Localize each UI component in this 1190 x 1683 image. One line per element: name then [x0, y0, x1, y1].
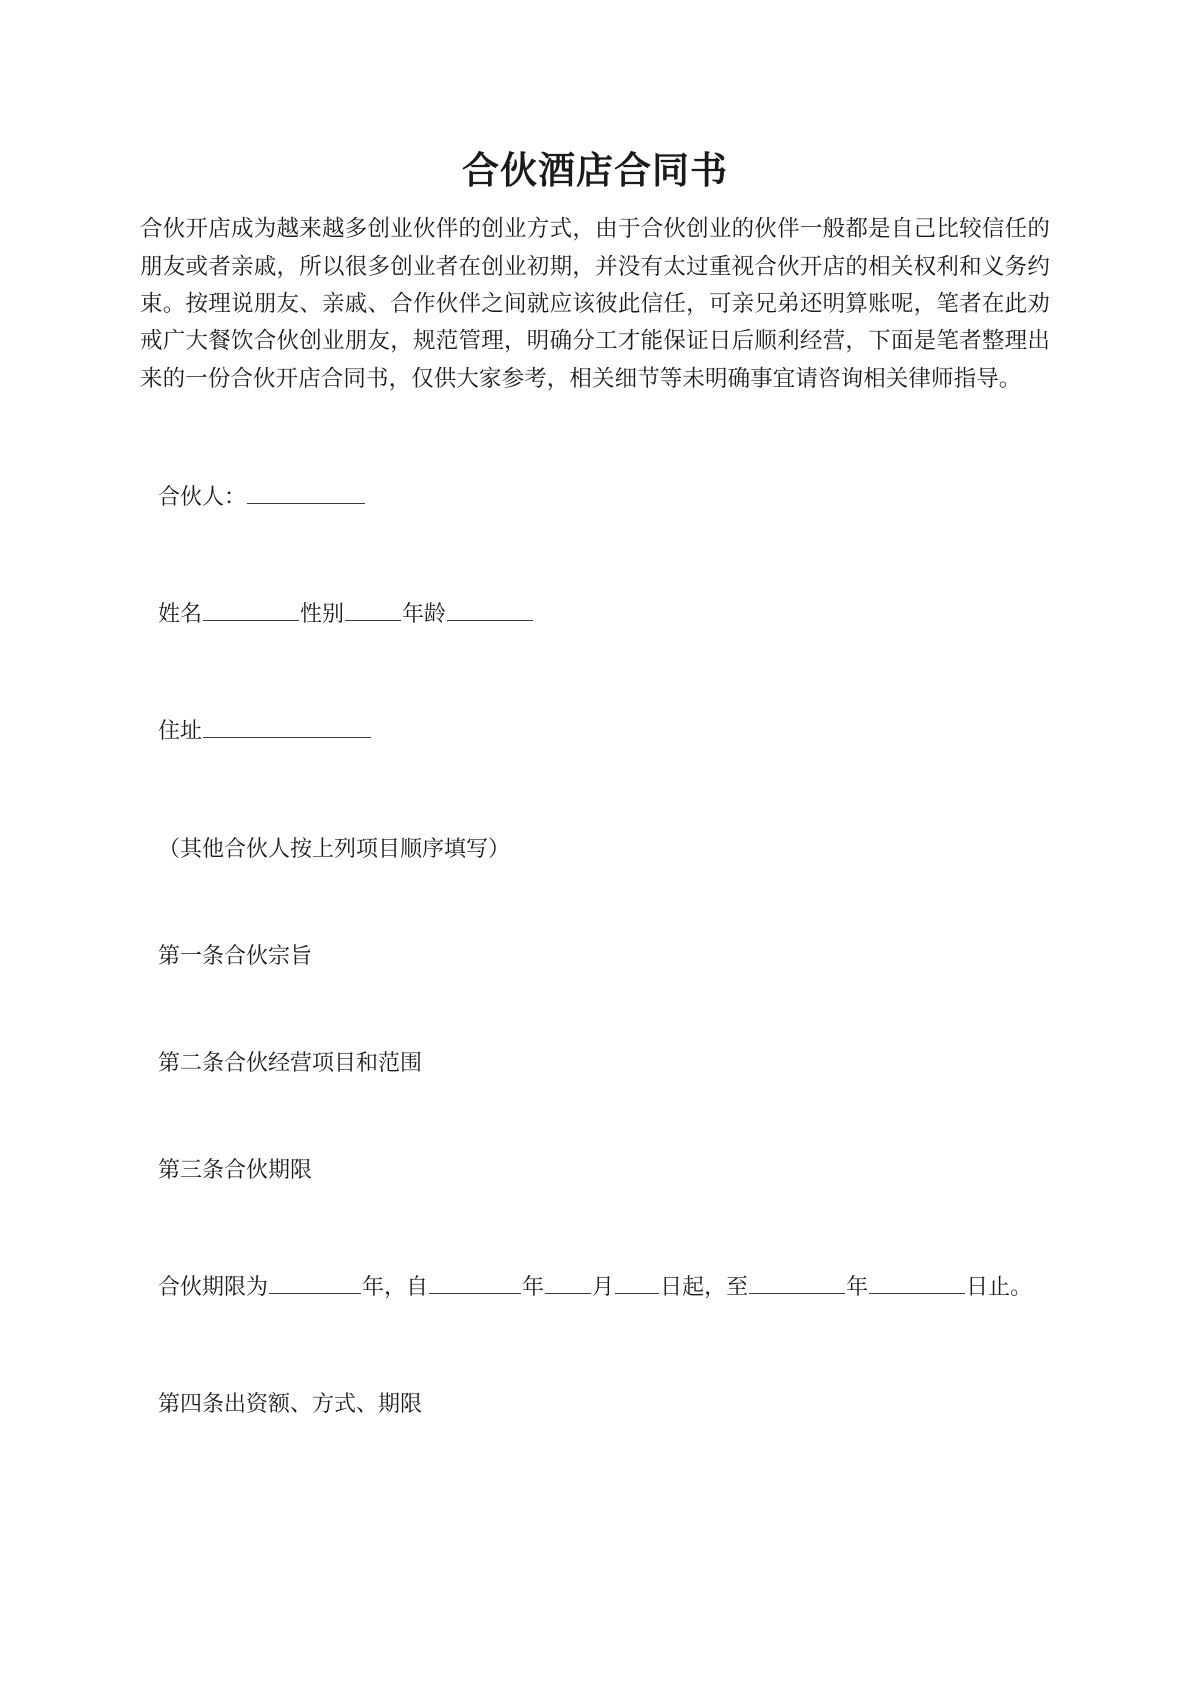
term-years-blank[interactable] [269, 1270, 361, 1294]
start-year-blank[interactable] [429, 1270, 521, 1294]
name-blank[interactable] [203, 597, 299, 621]
start-month-blank[interactable] [545, 1270, 591, 1294]
age-label: 年龄 [402, 601, 447, 627]
spacer [140, 631, 1050, 713]
spacer [140, 973, 1050, 1045]
spacer [140, 1080, 1050, 1152]
term-part-2: 年，自 [362, 1274, 429, 1300]
spacer [140, 1304, 1050, 1386]
partner-field-line [140, 479, 1050, 514]
article-heading-3: 第三条合伙期限 [158, 1157, 313, 1183]
spacer [140, 749, 1050, 831]
intro-paragraph: 合伙开店成为越来越多创业伙伴的创业方式，由于合伙创业的伙伴一般都是自己比较信任的朋友或者亲戚，所以很多创业者在创业初期，并没有太过重视合伙开店的相关权利和义务约束。按理说朋友、亲戚、合作伙伴之间就应该彼此信任，可亲兄弟还明算账呢，笔者在此劝戒广大餐饮合伙创业朋友，规范管理，明确分工才能保证日后顺利经营，下面是笔者整理出来的一份合伙开店合同书，仅供大家参考，相关细节等未明确事宜请咨询相关律师指导。 [140, 216, 1050, 391]
spacer [140, 397, 1050, 479]
article-heading-2: 第二条合伙经营项目和范围 [158, 1049, 423, 1075]
term-part-5: 日起，至 [660, 1274, 749, 1300]
end-day-blank[interactable] [869, 1270, 965, 1294]
page-title: 合伙酒店合同书 [462, 150, 728, 191]
address-label: 住址 [158, 718, 203, 744]
term-part-4: 月 [592, 1274, 615, 1300]
name-label: 姓名 [158, 601, 203, 627]
address-blank[interactable] [203, 714, 371, 738]
name-gender-age-line [140, 596, 1050, 631]
term-part-1: 合伙期限为 [158, 1274, 269, 1300]
article-heading-1: 第一条合伙宗旨 [158, 942, 313, 968]
term-part-6: 年 [846, 1274, 869, 1300]
spacer [140, 1187, 1050, 1269]
other-partners-note: （其他合伙人按上列项目顺序填写） [158, 835, 511, 861]
end-year-blank[interactable] [749, 1270, 845, 1294]
partnership-term-line [140, 1269, 1050, 1304]
spacer [140, 866, 1050, 938]
gender-blank[interactable] [345, 597, 401, 621]
article-heading-4: 第四条出资额、方式、期限 [158, 1391, 423, 1417]
age-blank[interactable] [447, 597, 533, 621]
partner-label: 合伙人： [158, 483, 247, 509]
gender-label: 性别 [300, 601, 345, 627]
term-part-3: 年 [522, 1274, 545, 1300]
partner-blank[interactable] [247, 480, 365, 504]
spacer [140, 514, 1050, 596]
address-field-line [140, 713, 1050, 748]
start-day-blank[interactable] [615, 1270, 659, 1294]
term-part-7: 日止。 [966, 1274, 1033, 1300]
